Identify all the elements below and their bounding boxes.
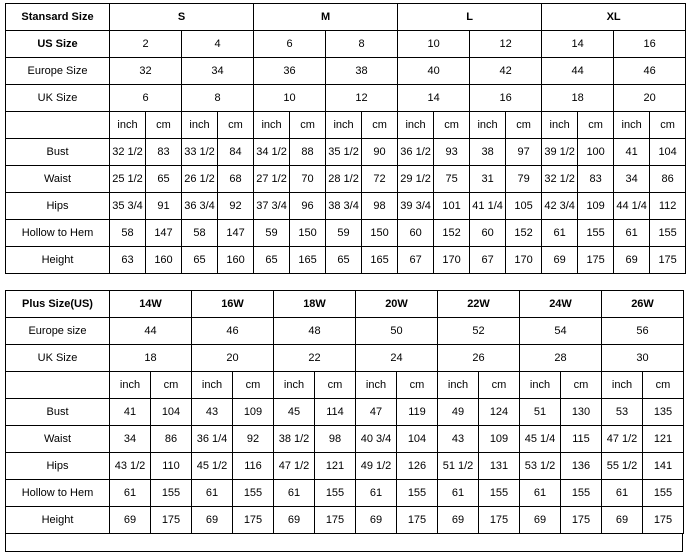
row-label-bust: Bust [6,139,110,166]
table-separator [5,274,685,290]
unit-cell: inch [110,112,146,139]
cell: 16 [614,31,686,58]
cell: 69 [110,507,151,534]
unit-cell: inch [614,112,650,139]
unit-row-label [6,372,110,399]
table-row [6,166,686,193]
row-label-us-size: US Size [6,31,110,58]
cell: 54 [520,318,602,345]
cell: 155 [561,480,602,507]
cell: 10 [254,85,326,112]
cell: 116 [233,453,274,480]
cell: 97 [506,139,542,166]
unit-cell: cm [650,112,686,139]
cell: 18 [542,85,614,112]
cell: 86 [151,426,192,453]
cell: 28 1/2 [326,166,362,193]
group-header-20w: 20W [356,291,438,318]
cell: 175 [397,507,438,534]
cell: 45 1/2 [192,453,233,480]
row-label-europe-size: Europe Size [6,58,110,85]
cell: 150 [290,220,326,247]
cell: 36 1/2 [398,139,434,166]
cell: 61 [542,220,578,247]
unit-cell: cm [397,372,438,399]
row-label-waist: Waist [6,166,110,193]
cell: 39 1/2 [542,139,578,166]
cell: 135 [643,399,684,426]
table-row [6,345,684,372]
row-label-bust: Bust [6,399,110,426]
table-row-units [6,112,686,139]
row-label-hollow-to-hem: Hollow to Hem [6,480,110,507]
cell: 61 [356,480,397,507]
cell: 86 [650,166,686,193]
cell: 175 [578,247,614,274]
cell: 69 [438,507,479,534]
table-row-units [6,372,684,399]
cell: 152 [506,220,542,247]
cell: 41 [614,139,650,166]
cell: 38 [470,139,506,166]
cell: 75 [434,166,470,193]
group-header-l: L [398,4,542,31]
unit-cell: inch [326,112,362,139]
cell: 32 [110,58,182,85]
cell: 121 [643,426,684,453]
cell: 65 [254,247,290,274]
table-row-group-headers [6,291,684,318]
cell: 175 [643,507,684,534]
cell: 14 [542,31,614,58]
unit-cell: cm [479,372,520,399]
cell: 84 [218,139,254,166]
cell: 155 [151,480,192,507]
cell: 20 [614,85,686,112]
cell: 65 [182,247,218,274]
cell: 61 [274,480,315,507]
cell: 37 3/4 [254,193,290,220]
row-label-uk-size: UK Size [6,85,110,112]
group-header-s: S [110,4,254,31]
cell: 6 [254,31,326,58]
cell: 152 [434,220,470,247]
cell: 175 [561,507,602,534]
cell: 27 1/2 [254,166,290,193]
cell: 29 1/2 [398,166,434,193]
unit-cell: inch [602,372,643,399]
cell: 175 [315,507,356,534]
cell: 104 [650,139,686,166]
cell: 32 1/2 [542,166,578,193]
cell: 83 [578,166,614,193]
unit-row-label [6,112,110,139]
unit-cell: cm [233,372,274,399]
cell: 4 [182,31,254,58]
cell: 51 [520,399,561,426]
cell: 141 [643,453,684,480]
cell: 160 [218,247,254,274]
cell: 34 1/2 [254,139,290,166]
cell: 61 [438,480,479,507]
table-row [6,85,686,112]
cell: 114 [315,399,356,426]
table-row [6,220,686,247]
unit-cell: cm [218,112,254,139]
standard-size-table [5,3,686,274]
cell: 90 [362,139,398,166]
cell: 44 [542,58,614,85]
cell: 56 [602,318,684,345]
cell: 147 [146,220,182,247]
cell: 98 [315,426,356,453]
cell: 119 [397,399,438,426]
cell: 72 [362,166,398,193]
cell: 10 [398,31,470,58]
unit-cell: inch [192,372,233,399]
group-header-m: M [254,4,398,31]
cell: 14 [398,85,470,112]
cell: 70 [290,166,326,193]
cell: 58 [110,220,146,247]
cell: 38 1/2 [274,426,315,453]
cell: 155 [397,480,438,507]
cell: 47 1/2 [274,453,315,480]
cell: 61 [110,480,151,507]
cell: 50 [356,318,438,345]
cell: 69 [274,507,315,534]
cell: 46 [614,58,686,85]
table-row [6,58,686,85]
standard-corner-label: Stansard Size [6,4,110,31]
cell: 165 [362,247,398,274]
table-row [6,399,684,426]
cell: 170 [506,247,542,274]
cell: 83 [146,139,182,166]
unit-cell: cm [506,112,542,139]
cell: 30 [602,345,684,372]
row-label-uk-size: UK Size [6,345,110,372]
cell: 93 [434,139,470,166]
cell: 33 1/2 [182,139,218,166]
row-label-height: Height [6,507,110,534]
cell: 65 [326,247,362,274]
row-label-europe-size: Europe size [6,318,110,345]
unit-cell: inch [438,372,479,399]
cell: 18 [110,345,192,372]
cell: 49 1/2 [356,453,397,480]
cell: 47 1/2 [602,426,643,453]
cell: 155 [643,480,684,507]
cell: 175 [151,507,192,534]
cell: 12 [470,31,542,58]
unit-cell: cm [561,372,602,399]
group-header-18w: 18W [274,291,356,318]
cell: 49 [438,399,479,426]
unit-cell: cm [146,112,182,139]
cell: 25 1/2 [110,166,146,193]
cell: 51 1/2 [438,453,479,480]
unit-cell: inch [110,372,151,399]
table-bottom-strip [5,534,683,552]
row-label-hips: Hips [6,193,110,220]
cell: 65 [146,166,182,193]
cell: 52 [438,318,520,345]
unit-cell: cm [315,372,356,399]
cell: 126 [397,453,438,480]
cell: 79 [506,166,542,193]
cell: 43 1/2 [110,453,151,480]
cell: 34 [614,166,650,193]
plus-size-table [5,290,684,534]
cell: 44 1/4 [614,193,650,220]
cell: 60 [398,220,434,247]
cell: 104 [151,399,192,426]
cell: 8 [182,85,254,112]
cell: 100 [578,139,614,166]
group-header-26w: 26W [602,291,684,318]
cell: 47 [356,399,397,426]
group-header-24w: 24W [520,291,602,318]
table-row [6,31,686,58]
cell: 31 [470,166,506,193]
cell: 69 [356,507,397,534]
cell: 130 [561,399,602,426]
row-label-hollow-to-hem: Hollow to Hem [6,220,110,247]
cell: 53 [602,399,643,426]
unit-cell: cm [578,112,614,139]
cell: 40 3/4 [356,426,397,453]
cell: 28 [520,345,602,372]
unit-cell: inch [254,112,290,139]
cell: 67 [398,247,434,274]
table-row-group-headers [6,4,686,31]
cell: 12 [326,85,398,112]
unit-cell: inch [520,372,561,399]
cell: 91 [146,193,182,220]
cell: 175 [233,507,274,534]
unit-cell: inch [274,372,315,399]
cell: 109 [578,193,614,220]
cell: 175 [479,507,520,534]
cell: 22 [274,345,356,372]
cell: 24 [356,345,438,372]
table-row [6,318,684,345]
cell: 43 [438,426,479,453]
cell: 40 [398,58,470,85]
plus-corner-label: Plus Size(US) [6,291,110,318]
cell: 92 [233,426,274,453]
cell: 45 [274,399,315,426]
cell: 115 [561,426,602,453]
cell: 69 [192,507,233,534]
cell: 109 [479,426,520,453]
cell: 155 [578,220,614,247]
cell: 67 [470,247,506,274]
cell: 45 1/4 [520,426,561,453]
cell: 69 [520,507,561,534]
group-header-16w: 16W [192,291,274,318]
unit-cell: cm [362,112,398,139]
cell: 68 [218,166,254,193]
cell: 150 [362,220,398,247]
cell: 20 [192,345,274,372]
cell: 136 [561,453,602,480]
cell: 16 [470,85,542,112]
cell: 98 [362,193,398,220]
cell: 69 [542,247,578,274]
cell: 109 [233,399,274,426]
cell: 2 [110,31,182,58]
unit-cell: inch [542,112,578,139]
cell: 105 [506,193,542,220]
cell: 104 [397,426,438,453]
cell: 155 [650,220,686,247]
cell: 34 [110,426,151,453]
cell: 35 3/4 [110,193,146,220]
group-header-22w: 22W [438,291,520,318]
cell: 36 1/4 [192,426,233,453]
cell: 36 3/4 [182,193,218,220]
cell: 160 [146,247,182,274]
cell: 44 [110,318,192,345]
cell: 41 1/4 [470,193,506,220]
cell: 34 [182,58,254,85]
row-label-height: Height [6,247,110,274]
cell: 38 [326,58,398,85]
group-header-14w: 14W [110,291,192,318]
cell: 112 [650,193,686,220]
group-header-xl: XL [542,4,686,31]
cell: 48 [274,318,356,345]
cell: 155 [479,480,520,507]
cell: 131 [479,453,520,480]
cell: 55 1/2 [602,453,643,480]
cell: 38 3/4 [326,193,362,220]
cell: 32 1/2 [110,139,146,166]
cell: 60 [470,220,506,247]
unit-cell: cm [290,112,326,139]
cell: 35 1/2 [326,139,362,166]
cell: 36 [254,58,326,85]
cell: 69 [602,507,643,534]
cell: 6 [110,85,182,112]
cell: 121 [315,453,356,480]
cell: 59 [254,220,290,247]
unit-cell: cm [434,112,470,139]
table-row [6,426,684,453]
cell: 8 [326,31,398,58]
cell: 59 [326,220,362,247]
cell: 165 [290,247,326,274]
unit-cell: inch [182,112,218,139]
cell: 155 [233,480,274,507]
cell: 96 [290,193,326,220]
cell: 147 [218,220,254,247]
cell: 42 [470,58,542,85]
table-row [6,507,684,534]
cell: 58 [182,220,218,247]
cell: 175 [650,247,686,274]
cell: 124 [479,399,520,426]
cell: 61 [520,480,561,507]
row-label-waist: Waist [6,426,110,453]
cell: 155 [315,480,356,507]
unit-cell: inch [356,372,397,399]
cell: 92 [218,193,254,220]
unit-cell: cm [151,372,192,399]
cell: 69 [614,247,650,274]
table-row [6,453,684,480]
unit-cell: cm [643,372,684,399]
cell: 26 [438,345,520,372]
table-row [6,139,686,166]
row-label-hips: Hips [6,453,110,480]
cell: 26 1/2 [182,166,218,193]
table-row [6,247,686,274]
cell: 88 [290,139,326,166]
table-row [6,480,684,507]
cell: 53 1/2 [520,453,561,480]
cell: 101 [434,193,470,220]
cell: 170 [434,247,470,274]
cell: 39 3/4 [398,193,434,220]
cell: 61 [192,480,233,507]
unit-cell: inch [470,112,506,139]
cell: 46 [192,318,274,345]
cell: 63 [110,247,146,274]
cell: 110 [151,453,192,480]
cell: 43 [192,399,233,426]
cell: 42 3/4 [542,193,578,220]
cell: 41 [110,399,151,426]
table-row [6,193,686,220]
unit-cell: inch [398,112,434,139]
cell: 61 [602,480,643,507]
cell: 61 [614,220,650,247]
